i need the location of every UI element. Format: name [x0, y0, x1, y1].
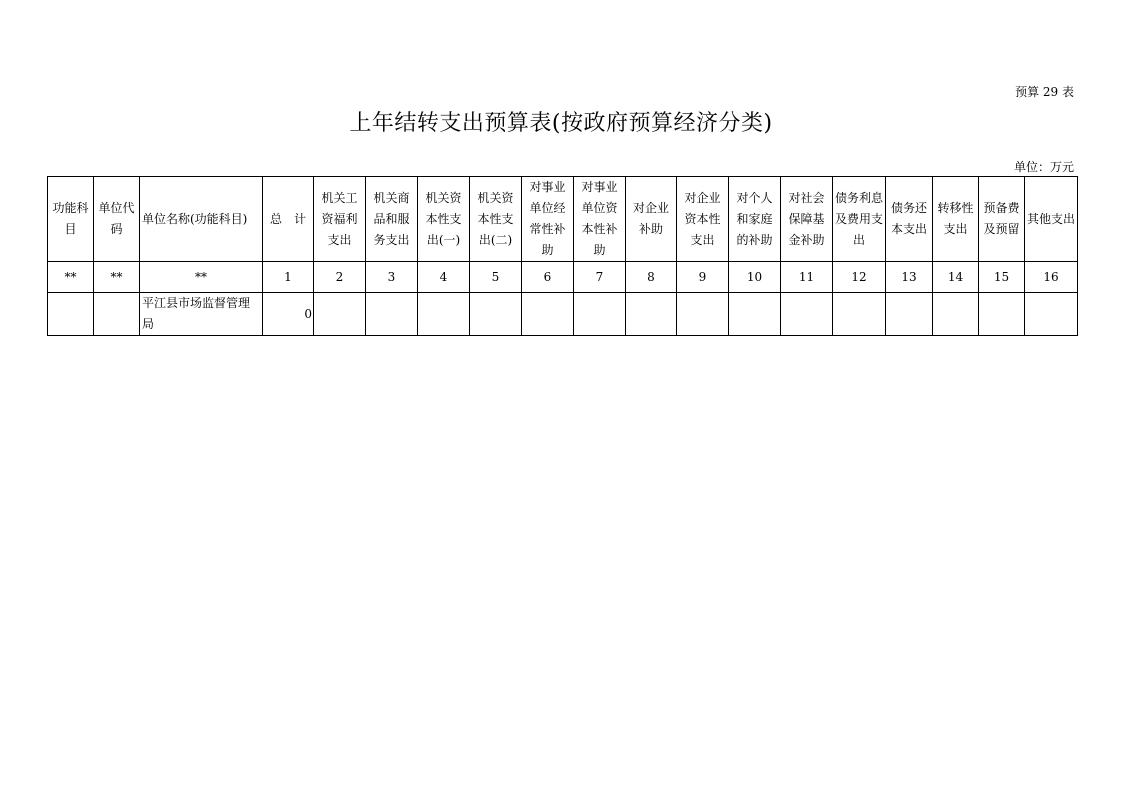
index-cell: 15 [979, 262, 1025, 293]
value-cell [626, 293, 677, 336]
value-cell [366, 293, 418, 336]
value-cell [933, 293, 979, 336]
column-index-row [48, 262, 1078, 293]
index-cell: 6 [522, 262, 574, 293]
value-cell [677, 293, 729, 336]
value-cell [1025, 293, 1078, 336]
index-cell: 11 [781, 262, 833, 293]
function-subject-cell [48, 293, 94, 336]
col-header-unit-name: 单位名称(功能科目) [140, 177, 263, 262]
col-header-capital-2: 机关资本性支出(二) [470, 177, 522, 262]
index-cell: 14 [933, 262, 979, 293]
col-header-reserve: 预备费及预留 [979, 177, 1025, 262]
index-cell: 8 [626, 262, 677, 293]
value-cell [574, 293, 626, 336]
col-header-transfer: 转移性支出 [933, 177, 979, 262]
col-header-total: 总 计 [263, 177, 314, 262]
index-cell: 13 [886, 262, 933, 293]
index-cell: 16 [1025, 262, 1078, 293]
table-header-row [48, 177, 1078, 262]
budget-table [47, 176, 1078, 336]
value-cell [314, 293, 366, 336]
col-header-function-subject: 功能科目 [48, 177, 94, 262]
index-cell: 2 [314, 262, 366, 293]
index-cell: 12 [833, 262, 886, 293]
value-cell [470, 293, 522, 336]
col-header-goods-services: 机关商品和服务支出 [366, 177, 418, 262]
col-header-capital-1: 机关资本性支出(一) [418, 177, 470, 262]
col-header-public-capital-subsidy: 对事业单位资本性补助 [574, 177, 626, 262]
col-header-other: 其他支出 [1025, 177, 1078, 262]
value-cell [886, 293, 933, 336]
col-header-household-subsidy: 对个人和家庭的补助 [729, 177, 781, 262]
unit-code-cell [94, 293, 140, 336]
col-header-unit-code: 单位代码 [94, 177, 140, 262]
index-cell: ** [48, 262, 94, 293]
index-cell: 1 [263, 262, 314, 293]
unit-label: 单位：万元 [1013, 160, 1074, 174]
col-header-salary-welfare: 机关工资福利支出 [314, 177, 366, 262]
form-number: 预算 29 表 [1015, 85, 1074, 99]
unit-name-cell: 平江县市场监督管理局 [140, 293, 263, 336]
index-cell: 4 [418, 262, 470, 293]
col-header-enterprise-subsidy: 对企业补助 [626, 177, 677, 262]
index-cell: 10 [729, 262, 781, 293]
table-row [48, 293, 1078, 336]
col-header-social-security-fund: 对社会保障基金补助 [781, 177, 833, 262]
value-cell [781, 293, 833, 336]
total-cell: 0 [263, 293, 314, 336]
col-header-public-recurrent-subsidy: 对事业单位经常性补助 [522, 177, 574, 262]
value-cell [522, 293, 574, 336]
index-cell: ** [94, 262, 140, 293]
col-header-debt-principal: 债务还本支出 [886, 177, 933, 262]
index-cell: ** [140, 262, 263, 293]
index-cell: 3 [366, 262, 418, 293]
value-cell [979, 293, 1025, 336]
index-cell: 7 [574, 262, 626, 293]
index-cell: 9 [677, 262, 729, 293]
page-title: 上年结转支出预算表(按政府预算经济分类) [349, 111, 773, 136]
value-cell [418, 293, 470, 336]
value-cell [729, 293, 781, 336]
col-header-debt-interest: 债务利息及费用支出 [833, 177, 886, 262]
index-cell: 5 [470, 262, 522, 293]
value-cell [833, 293, 886, 336]
col-header-enterprise-capital: 对企业资本性支出 [677, 177, 729, 262]
